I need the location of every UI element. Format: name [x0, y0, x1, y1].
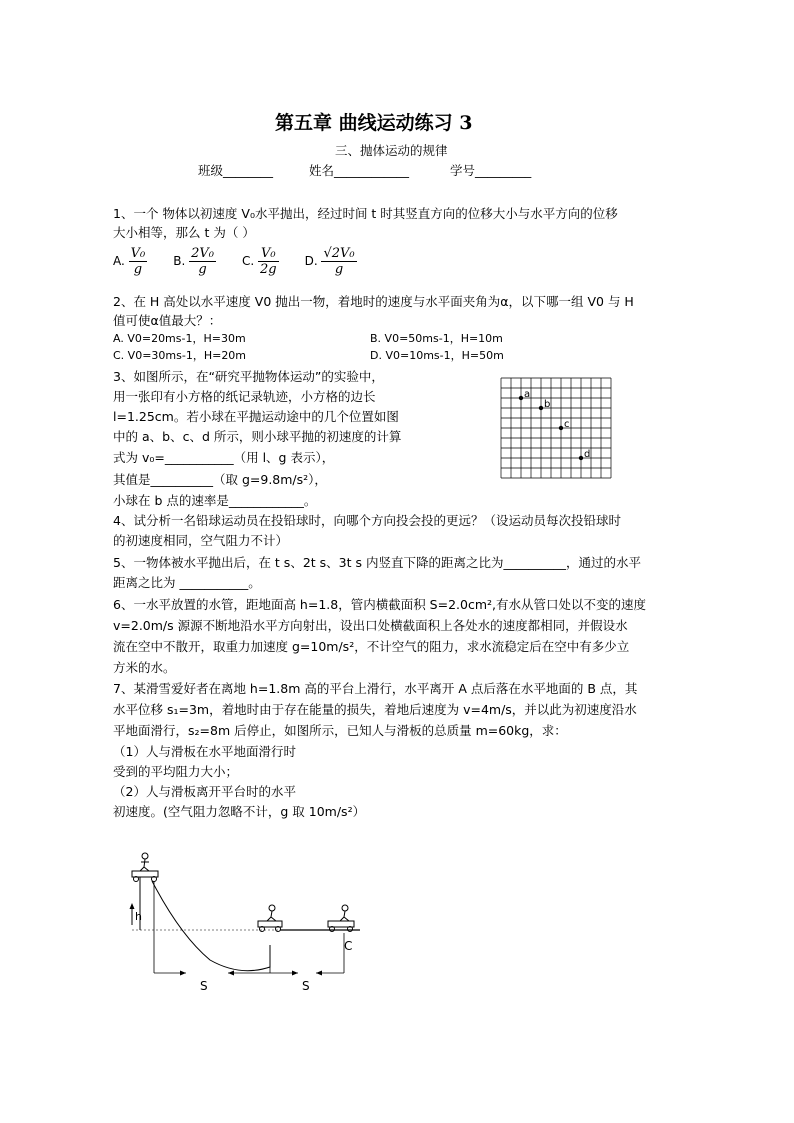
q2-text-line1: 2、在 H 高处以水平速度 V0 抛出一物，着地时的速度与水平面夹角为α，以下哪一组 V0 与 H [113, 294, 634, 309]
q1-text-line1: 1、一个 物体以初速度 V₀水平抛出，经过时间 t 时其竖直方向的位移大小与水平方向的位移 [113, 206, 618, 221]
grid-lines [501, 378, 611, 478]
point-label-c: c [564, 419, 570, 430]
trajectory-curve [152, 881, 270, 971]
point-c [559, 426, 563, 430]
s2-label: S [302, 979, 310, 993]
skier-3-body [340, 911, 349, 921]
skier-2-head [269, 905, 275, 911]
q2-option-c[interactable]: C. V0=30ms-1，H=20m [113, 349, 247, 362]
numerator: 2V₀ [191, 246, 214, 261]
point-label-d: d [584, 449, 591, 460]
numerator: √2V₀ [323, 246, 355, 261]
q2-option-a[interactable]: A. V0=20ms-1，H=30m [113, 332, 246, 345]
point-b [539, 406, 543, 410]
skier-2-body [267, 911, 276, 921]
point-a [519, 396, 523, 400]
q6-text-line3: 流在空中不散开，取重力加速度 g=10m/s²，不计空气的阻力，求水流稳定后在空中有多少立 [113, 639, 630, 654]
point-label-a: a [524, 389, 531, 400]
q1-options [113, 246, 379, 277]
fraction [129, 246, 148, 277]
page-subtitle: 三、抛体运动的规律 [335, 143, 448, 158]
option-label: A. [113, 254, 125, 268]
q1-option-c[interactable] [242, 246, 279, 277]
skier-1-head [142, 853, 148, 859]
q3-text-line3: l=1.25cm。若小球在平抛运动途中的几个位置如图 [113, 409, 399, 424]
q7-text-line2: 水平位移 s₁=3m，着地时由于存在能量的损失，着地后速度为 v=4m/s，并以此为初速度沿水 [113, 702, 637, 717]
s1-arrow-head [180, 971, 186, 976]
q3-text-line2: 用一张印有小方格的纸记录轨迹，小方格的边长 [113, 389, 376, 404]
q7-text-line4: （1）人与滑板在水平地面滑行时 [113, 744, 296, 759]
q5-text-line1: 5、一物体被水平抛出后，在 t s、2t s、3t s 内竖直下降的距离之比为__________，通过的水平 [113, 555, 641, 570]
option-label: C. [241, 254, 255, 268]
c-label: C [344, 939, 353, 953]
s2-arrow-head [316, 971, 322, 976]
q6-text-line2: v=2.0m/s 源源不断地沿水平方向射出，设出口处横截面积上各处水的速度都相同，并假设水 [113, 618, 628, 633]
q7-text-line7: 初速度。(空气阻力忽略不计，g 取 10m/s²） [113, 804, 366, 819]
q7-text-line3: 平地面滑行，s₂=8m 后停止，如图所示，已知人与滑板的总质量 m=60kg，求： [113, 723, 567, 738]
h-label: h [135, 910, 142, 923]
numerator: V₀ [258, 246, 279, 262]
q1-option-b[interactable] [173, 246, 216, 277]
q1-text-line2: 大小相等，那么 t 为（ ） [113, 225, 255, 240]
class-field[interactable]: 班级________ [198, 163, 274, 178]
s1-label: S [200, 979, 208, 993]
point-label-b: b [544, 399, 551, 410]
q7-text-line1: 7、某滑雪爱好者在离地 h=1.8m 高的平台上滑行，水平离开 A 点后落在水平地面的 B 点，其 [113, 681, 638, 696]
q2-option-b[interactable]: B. V0=50ms-1，H=10m [370, 332, 503, 345]
option-label: B. [173, 254, 186, 268]
q3-grid-figure [500, 377, 612, 479]
fraction [258, 246, 279, 277]
denominator: g [198, 262, 207, 277]
q7-text-line5: 受到的平均阻力大小； [113, 764, 239, 779]
q6-text-line4: 方米的水。 [113, 660, 176, 675]
q1-option-a[interactable] [113, 246, 147, 277]
q4-text-line2: 的初速度相同，空气阻力不计） [113, 533, 289, 548]
fraction [189, 246, 216, 277]
skier-3-head [342, 905, 348, 911]
q4-text-line1: 4、试分析一名铅球运动员在投铅球时，向哪个方向投会投的更远？（设运动员每次投铅球时 [113, 513, 621, 528]
student-id-field[interactable]: 学号_________ [450, 163, 532, 178]
s1-arrow-head [228, 971, 234, 976]
h-arrow-head [130, 903, 135, 909]
point-d [579, 456, 583, 460]
page-title: 第五章 曲线运动练习 3 [275, 112, 473, 134]
q6-text-line1: 6、一水平放置的水管，距地面高 h=1.8，管内横截面积 S=2.0cm²,有水从管口处以不变的速度 [113, 597, 646, 612]
q2-text-line2: 值可使α值最大？： [113, 313, 222, 328]
skier-1-body [140, 859, 149, 871]
q3-text-line4: 中的 a、b、c、d 所示，则小球平抛的初速度的计算 [113, 429, 402, 444]
q5-text-line2: 距离之比为 ___________。 [113, 575, 261, 590]
q2-option-d[interactable]: D. V0=10ms-1，H=50m [370, 349, 504, 362]
trajectory-points [519, 389, 591, 460]
denominator: g [133, 262, 143, 277]
q1-option-d[interactable] [305, 246, 357, 277]
fraction [321, 246, 356, 277]
denominator: 2g [260, 262, 277, 277]
q7-text-line6: （2）人与滑板离开平台时的水平 [113, 784, 296, 799]
q3-text-line7: 小球在 b 点的速率是____________。 [113, 493, 317, 508]
q3-text-line1: 3、如图所示，在“研究平抛物体运动”的实验中， [113, 369, 384, 384]
numerator: V₀ [130, 246, 146, 261]
s2-arrow-head [292, 971, 298, 976]
q3-text-line5: 式为 v₀=___________（用 l、g 表示）， [113, 450, 335, 465]
denominator: g [334, 262, 344, 277]
name-field[interactable]: 姓名____________ [309, 163, 410, 178]
q3-text-line6: 其值是__________（取 g=9.8m/s²）， [113, 472, 327, 487]
q7-ski-figure [120, 845, 370, 995]
option-label: D. [304, 254, 318, 268]
